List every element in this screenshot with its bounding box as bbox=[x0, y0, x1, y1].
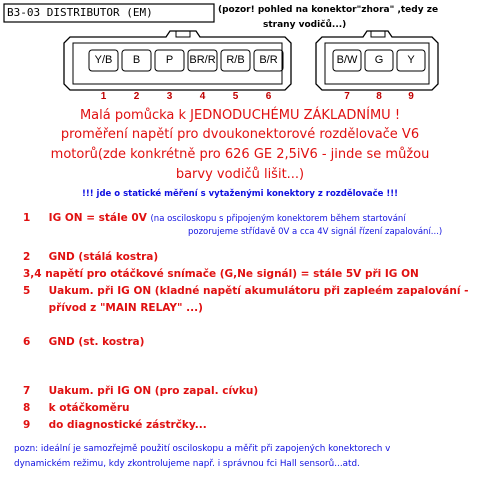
pin-row-text: přívod z "MAIN RELAY" ...) bbox=[48, 302, 203, 314]
pin-row-number: 5 bbox=[23, 285, 31, 297]
pin-row-number: 3,4 bbox=[23, 268, 42, 280]
pin-row-note: (na osciloskopu s připojeným konektorem během startování bbox=[150, 214, 406, 224]
pin-row-number: 1 bbox=[23, 212, 31, 224]
intro-line4: barvy vodičů lišit...) bbox=[175, 167, 305, 182]
pin-row-number: 6 bbox=[23, 336, 31, 348]
pin-label: Y/B bbox=[94, 54, 113, 66]
pin-row-number: 7 bbox=[23, 385, 31, 397]
pin-label: B bbox=[132, 54, 141, 66]
pin-row-1-note2: pozorujeme střídavě 0V a cca 4V signál řízení zapalování...) bbox=[188, 227, 443, 237]
pin-row-5-line2 bbox=[23, 302, 203, 314]
pin-row-text: napětí pro otáčkové snímače (G,Ne signál) = stále 5V při IG ON bbox=[45, 268, 419, 280]
pin-row-2 bbox=[23, 251, 158, 263]
pin-row-number: 8 bbox=[23, 402, 31, 414]
pin-number: 1 bbox=[100, 91, 107, 102]
intro-line1: Malá pomůcka k JEDNODUCHÉMU ZÁKLADNÍMU ! bbox=[79, 108, 401, 123]
pin-row-text: Uakum. při IG ON (pro zapal. cívku) bbox=[48, 385, 259, 397]
pin-row-text: k otáčkoměru bbox=[48, 402, 130, 414]
pin-number: 5 bbox=[232, 91, 239, 102]
footer-note-line1: pozn: ideální je samozřejmě použití osciloskopu a měřit při zapojených konektorech v bbox=[14, 444, 391, 454]
static-measure-note: !!! jde o statické měření s vytaženými konektory z rozdělovače !!! bbox=[81, 189, 399, 199]
intro-line2: proměření napětí pro dvoukonektorové rozdělovače V6 bbox=[60, 127, 420, 142]
pin-row-number: 2 bbox=[23, 251, 31, 263]
pin-row-text: GND (st. kostra) bbox=[48, 336, 145, 348]
pin-number: 6 bbox=[265, 91, 272, 102]
pin-number: 9 bbox=[408, 91, 414, 102]
pin-label: BR/R bbox=[189, 54, 216, 66]
pin-row-8 bbox=[23, 402, 129, 414]
pin-row-text: GND (stálá kostra) bbox=[48, 251, 159, 263]
pin-label: R/B bbox=[226, 54, 245, 66]
pin-label: B/R bbox=[259, 54, 278, 66]
pin-label: P bbox=[165, 54, 174, 66]
pin-number: 8 bbox=[376, 91, 382, 102]
view-note-line1: (pozor! pohled na konektor"zhora" ,tedy ze bbox=[218, 5, 439, 15]
right-connector-latch bbox=[371, 31, 385, 37]
pin-number: 2 bbox=[133, 91, 140, 102]
pin-number: 3 bbox=[166, 91, 173, 102]
pin-number: 7 bbox=[344, 91, 350, 102]
pin-row-text: Uakum. při IG ON (kladné napětí akumulátoru při zapleém zapalování - bbox=[48, 285, 469, 297]
footer-note-line2: dynamickém režimu, kdy zkontrolujeme např. i správnou fci Hall sensorů...atd. bbox=[14, 459, 360, 469]
pin-row-3-4 bbox=[23, 268, 419, 280]
pin-row-text: do diagnostické zástrčky... bbox=[48, 419, 207, 431]
pin-row-number: 9 bbox=[23, 419, 31, 431]
pin-number: 4 bbox=[199, 91, 206, 102]
pin-row-9 bbox=[23, 419, 207, 431]
pin-row-7 bbox=[23, 385, 258, 397]
left-connector-latch bbox=[176, 31, 190, 37]
pin-label: B/W bbox=[336, 54, 358, 66]
pin-label: Y bbox=[407, 54, 415, 66]
pin-row-6 bbox=[23, 336, 144, 348]
intro-line3: motorů(zde konkrétně pro 626 GE 2,5iV6 - jinde se můžou bbox=[50, 147, 430, 162]
pin-row-5 bbox=[23, 285, 468, 297]
pin-label: G bbox=[374, 54, 384, 66]
diagram-title: B3-03 DISTRIBUTOR (EM) bbox=[7, 6, 153, 19]
view-note-line2: strany vodičů...) bbox=[263, 20, 347, 30]
pin-row-1 bbox=[23, 212, 406, 224]
pin-row-text: IG ON = stále 0V bbox=[48, 212, 147, 224]
